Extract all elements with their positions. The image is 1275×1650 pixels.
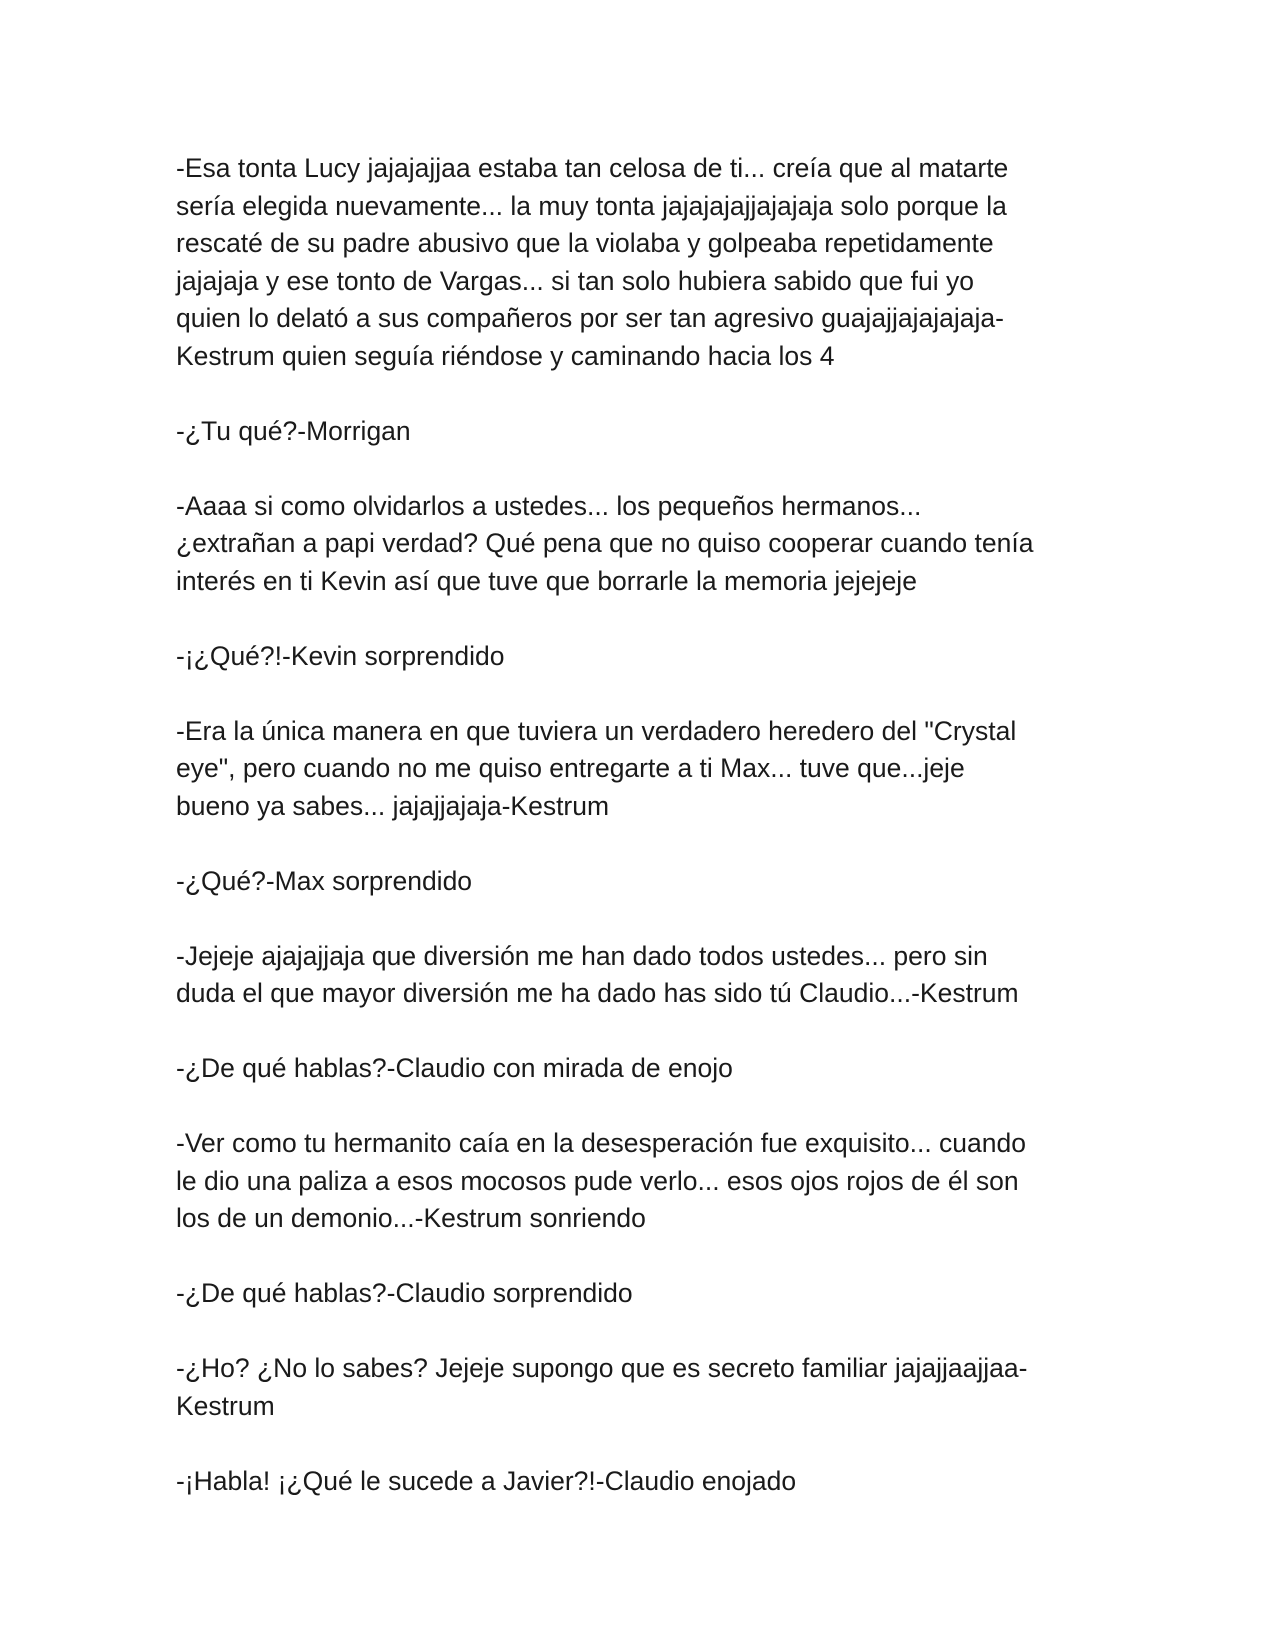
paragraph-12 bbox=[176, 1463, 1096, 1501]
text-line: -¿Ho? ¿No lo sabes? Jejeje supongo que es secreto familiar jajajjaajjaa- bbox=[176, 1353, 1028, 1383]
text-line: -Ver como tu hermanito caía en la desesperación fue exquisito... cuando bbox=[176, 1128, 1026, 1158]
text-line: -¿De qué hablas?-Claudio con mirada de enojo bbox=[176, 1053, 733, 1083]
paragraph-11 bbox=[176, 1350, 1096, 1425]
text-line: Kestrum quien seguía riéndose y caminando hacia los 4 bbox=[176, 340, 835, 371]
paragraph-8 bbox=[176, 1050, 1096, 1088]
text-line: sería elegida nuevamente... la muy tonta jajajajajjajajaja solo porque la bbox=[176, 190, 1007, 221]
text-line: Kestrum bbox=[176, 1390, 275, 1421]
text-line: los de un demonio...-Kestrum sonriendo bbox=[176, 1203, 646, 1233]
text-line: -¿Tu qué?-Morrigan bbox=[176, 415, 411, 446]
text-line: -Aaaa si como olvidarlos a ustedes... los pequeños hermanos... bbox=[176, 490, 922, 521]
document-body bbox=[176, 150, 1096, 1538]
text-line: -Era la única manera en que tuviera un verdadero heredero del "Crystal bbox=[176, 715, 1017, 746]
text-line: ¿extrañan a papi verdad? Qué pena que no quiso cooperar cuando tenía bbox=[176, 528, 1034, 558]
text-line: -Jejeje ajajajjaja que diversión me han dado todos ustedes... pero sin bbox=[176, 940, 988, 971]
text-line: rescaté de su padre abusivo que la violaba y golpeaba repetidamente bbox=[176, 228, 994, 258]
text-line: le dio una paliza a esos mocosos pude verlo... esos ojos rojos de él son bbox=[176, 1165, 1019, 1196]
text-line: duda el que mayor diversión me ha dado has sido tú Claudio...-Kestrum bbox=[176, 978, 1019, 1008]
paragraph-7 bbox=[176, 938, 1096, 1013]
text-line: -¿Qué?-Max sorprendido bbox=[176, 865, 473, 896]
text-line: quien lo delató a sus compañeros por ser tan agresivo guajajjajajajaja- bbox=[176, 303, 1004, 333]
text-line: eye", pero cuando no me quiso entregarte a ti Max... tuve que...jeje bbox=[176, 753, 965, 783]
text-line: -¡Habla! ¡¿Qué le sucede a Javier?!-Claudio enojado bbox=[176, 1465, 797, 1496]
text-line: jajajaja y ese tonto de Vargas... si tan solo hubiera sabido que fui yo bbox=[176, 265, 974, 296]
text-line: interés en ti Kevin así que tuve que borrarle la memoria jejejeje bbox=[176, 565, 917, 596]
paragraph-1 bbox=[176, 150, 1096, 375]
paragraph-4 bbox=[176, 638, 1096, 676]
paragraph-9 bbox=[176, 1125, 1096, 1238]
paragraph-10 bbox=[176, 1275, 1096, 1313]
paragraph-3 bbox=[176, 488, 1096, 601]
text-line: -¿De qué hablas?-Claudio sorprendido bbox=[176, 1278, 633, 1308]
text-line: -Esa tonta Lucy jajajajjaa estaba tan celosa de ti... creía que al matarte bbox=[176, 153, 1009, 183]
paragraph-2 bbox=[176, 413, 1096, 451]
paragraph-5 bbox=[176, 713, 1096, 826]
text-line: bueno ya sabes... jajajjajaja-Kestrum bbox=[176, 790, 610, 821]
text-line: -¡¿Qué?!-Kevin sorprendido bbox=[176, 640, 505, 671]
paragraph-6 bbox=[176, 863, 1096, 901]
